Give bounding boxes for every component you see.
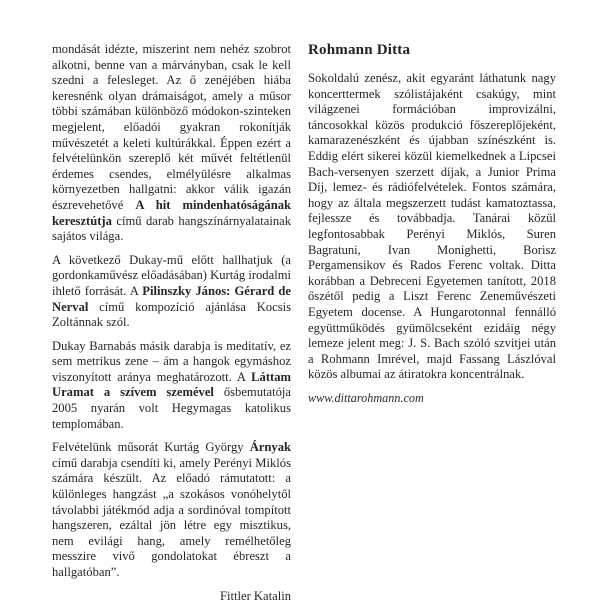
author-signature: Fittler Katalin [220, 588, 291, 600]
right-column-paragraphs [308, 71, 556, 383]
bold-text-run: Láttam Uramat a szívem szemével [52, 369, 291, 400]
right-column [308, 42, 556, 406]
paragraph [52, 339, 291, 433]
text-run: Sokoldalú zenész, akit egyaránt láthatunk nagy koncerttermek szólistájaként csakúgy, mint világzenei formációban improvizálni, táncosokkal közös produkció főszereplőjeként, kamarazenészként és újabban színészként is. Eddig elért sikerei közül kiemelkednek a Lipcsei Bach-versenyen szerzett díjak, a Junior Prima Díj, lemez- és rádiófelvételek. Fontos számára, hogy az általa megszerzett tudást kamatoztassa, fejlessze és továbbadja. Tanárai közül legfontosabbak Perényi Miklós, Suren Bagratuni, Ivan Monighetti, Borisz Pergamensikov és Rados Ferenc voltak. Ditta korábban a Debreceni Egyetemen tanított, 2018 őszétől pedig a Liszt Ferenc Zeneművészeti Egyetem docense. A Hungarotonnal fennálló együttműködés gyümölcseként ezidáig négy lemeze jelent meg: J. S. Bach szóló szvitjei után a Rohmann Imrével, majd Fassang Lászlóval közös albumai az átiratokra koncentrálnak. [308, 71, 556, 382]
bold-text-run: Árnyak [249, 440, 291, 455]
bold-text-run: Pilinszky János: Gérard de Nerval [52, 283, 291, 314]
left-column-paragraphs [52, 42, 291, 581]
paragraph [52, 42, 291, 245]
text-run: mondását idézte, miszerint nem nehéz szobrot alkotni, benne van a márványban, csak le kell szedni a felesleget. Az ő zenéjében hiába keresnénk olyan drámaiságot, amely a műsor többi számában különböző módokon-szinteken megjelent, előadói gyakran rokonítják művészetét a keleti kultúrákkal. Éppen ezért a felvételünkön szereplő két művét feltétlenül érdemes csendes, elmélyülésre alkalmas környezetben hallgatni: akkor válik igazán észrevehetővé [52, 42, 291, 212]
left-column [52, 42, 291, 600]
text-run: Felvételünk műsorát Kurtág György [52, 440, 250, 455]
paragraph [308, 71, 556, 383]
text-run: A következő Dukay-mű előtt hallhatjuk (a gordonkaművész előadásában) Kurtág irodalmi ihlető forrását. A [52, 252, 291, 298]
text-run: Dukay Barnabás másik darabja is meditatív, ez sem metrikus zene – ám a hangok egymáshoz viszonyított aránya meghatározott. A [52, 338, 291, 384]
artist-website-url: www.dittarohmann.com [308, 390, 424, 405]
text-run: című darabja csendíti ki, amely Perényi Miklós számára készült. Az előadó rámutatott: a különleges hangzást „a szokásos vonóhelytől távolabbi játékmód adja a sordinóval tompított hangszeren, ezáltal jön létre egy misztikus, nem evilági hang, amely remélhetőleg messzire vivő gondolatokat ébreszt a hallgatóban”. [52, 455, 291, 579]
artist-name-heading: Rohmann Ditta [308, 42, 411, 58]
text-run: ősbemutatója 2005 nyarán volt Hegymagas katolikus templomában. [52, 385, 291, 431]
text-run: című kompozíció ajánlása Kocsis Zoltánnak szól. [52, 299, 291, 330]
text-run: című darab hangszínárnyalatainak sajátos világa. [52, 213, 291, 244]
paragraph [52, 253, 291, 331]
paragraph [52, 440, 291, 580]
bold-text-run: A hit mindenhatóságának keresztútja [52, 197, 292, 228]
